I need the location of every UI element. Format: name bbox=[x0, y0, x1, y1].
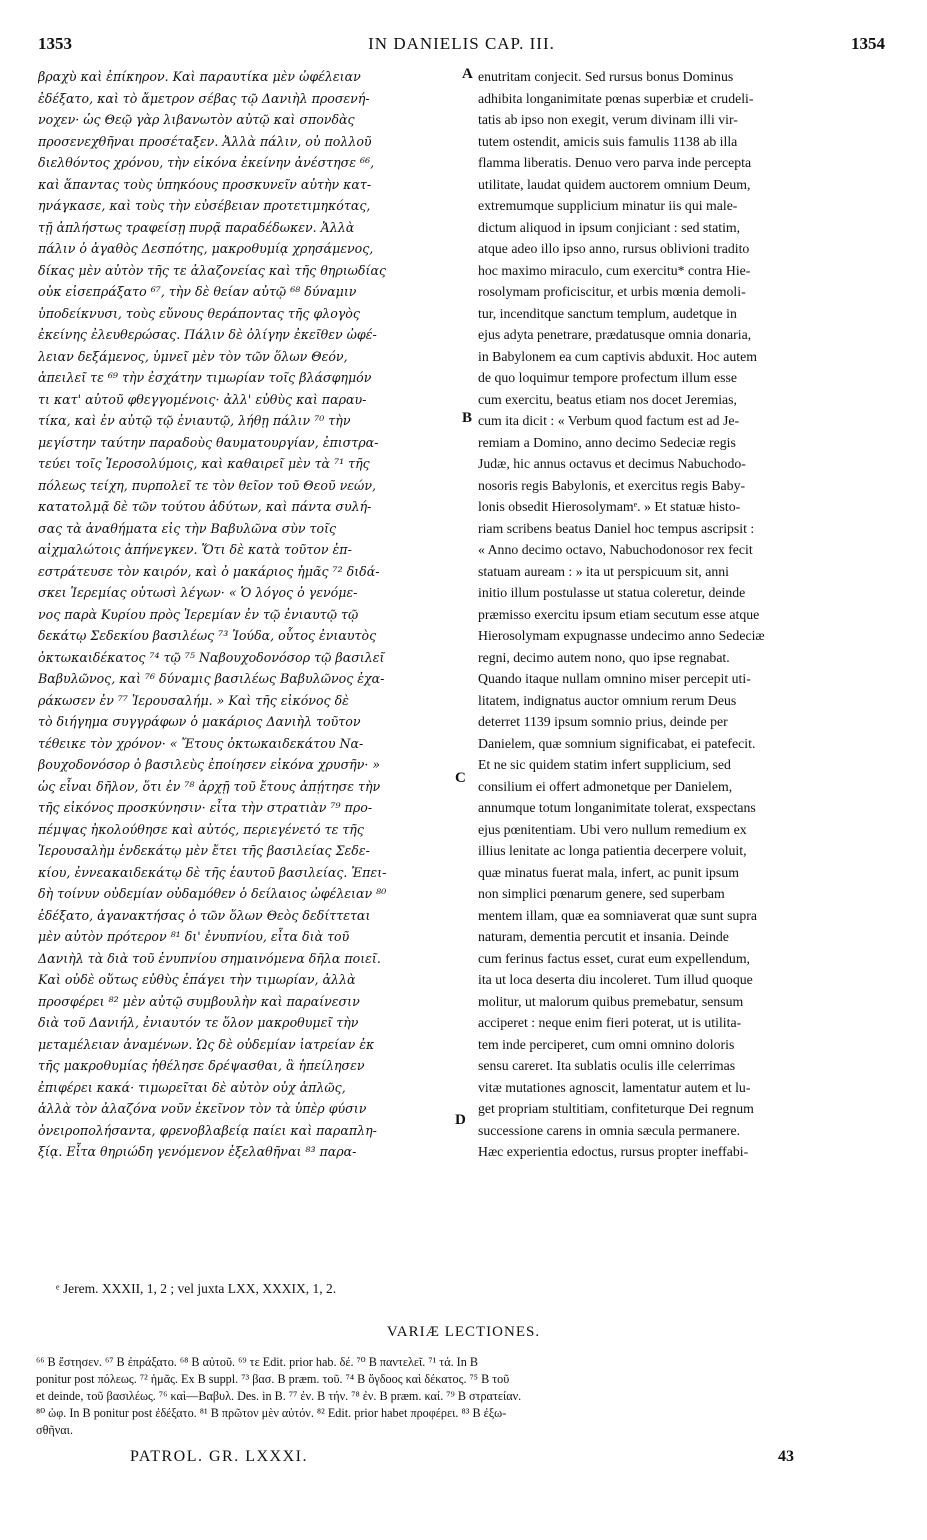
latin-text-line: consilium ei offert admonetque per Danielem, bbox=[478, 778, 733, 794]
greek-text-line: ὡς εἶναι δῆλον, ὅτι ἐν ⁷⁸ ἀρχῇ τοῦ ἔτους ἀπῄτησε τὴν bbox=[38, 778, 381, 794]
greek-text-line: μὲν αὐτὸν πρότερον ⁸¹ δι' ἐνυπνίου, εἶτα διὰ τοῦ bbox=[38, 929, 350, 944]
variae-lectiones-title: VARIÆ LECTIONES. bbox=[386, 1324, 541, 1340]
latin-text-line: utilitate, laudat quidem auctorem omnium Deum, bbox=[478, 176, 751, 192]
greek-text-line: σκει Ἱερεμίας οὑτωσὶ λέγων· « Ὁ λόγος ὁ γενόμε- bbox=[38, 585, 358, 600]
greek-text-line: δίκας μὲν αὐτὸν τῆς τε ἀλαζονείας καὶ τῆς θηριωδίας bbox=[38, 262, 387, 278]
latin-text-line: non simplici pœnarum genere, sed superbam bbox=[478, 886, 725, 901]
latin-text-line: Quando itaque nullam omnino miser percepit uti- bbox=[478, 671, 751, 686]
greek-text-line: σας τὰ ἀναθήματα εἰς τὴν Βαβυλῶνα σὺν τοῖς bbox=[38, 520, 337, 536]
greek-text-line: τίκα, καὶ ἐν αὐτῷ τῷ ἐνιαυτῷ, λήθῃ πάλιν ⁷⁰ τὴν bbox=[38, 413, 351, 428]
latin-text-line: tutem ostendit, amicis suis famulis 1138 ab illa bbox=[478, 133, 738, 149]
greek-text-line: κίου, ἐννεακαιδεκάτῳ δὲ τῆς ἑαυτοῦ βασιλείας. Ἐπει- bbox=[38, 864, 387, 880]
greek-text-line: καὶ ἅπαντας τοὺς ὑπηκόους προσκυνεῖν αὐτὴν κατ- bbox=[38, 176, 372, 192]
greek-text-line: διὰ τοῦ Δανιήλ, ἐνιαυτόν τε ὅλον μακροθυμεῖ τὴν bbox=[38, 1015, 359, 1030]
greek-text-line: ὀκτωκαιδέκατος ⁷⁴ τῷ ⁷⁵ Ναβουχοδονόσορ τῷ βασιλεῖ bbox=[38, 649, 385, 665]
variant-reading-line: ponitur post πόλεως. ⁷² ἡμᾶς. Ex B suppl. ⁷³ βασ. B præm. τοῦ. ⁷⁴ B ὄγδοος καὶ δέκατος. ⁷⁵ B τοῦ bbox=[36, 1372, 510, 1386]
latin-text-line: ejus pœnitentiam. Ubi vero nullum remedium ex bbox=[478, 821, 747, 837]
greek-text-line: ἐπιφέρει κακά· τιμωρεῖται δὲ αὐτὸν οὐχ ἁπλῶς, bbox=[38, 1079, 346, 1095]
latin-text-line: riam scribens beatus Daniel hoc tempus ascripsit : bbox=[478, 520, 755, 536]
greek-text-line: αἰχμαλώτοις ἀπήνεγκεν. Ὅτι δὲ κατὰ τοῦτον ἐπ- bbox=[38, 542, 352, 557]
greek-text-line: νος παρὰ Κυρίου πρὸς Ἱερεμίαν ἐν τῷ ἐνιαυτῷ τῷ bbox=[38, 606, 359, 622]
greek-text-line: οὐκ εἰσεπράξατο ⁶⁷, τὴν δὲ θείαν αὐτῷ ⁶⁸ δύναμιν bbox=[38, 284, 357, 299]
latin-text-line: molitur, ut malorum quibus premebatur, sensum bbox=[478, 993, 744, 1009]
greek-text-line: Ἱερουσαλὴμ ἑνδεκάτῳ μὲν ἔτει τῆς βασιλείας Σεδε- bbox=[38, 843, 370, 858]
latin-text-line: adhibita longanimitate pœnas superbiæ et crudeli- bbox=[478, 90, 754, 106]
greek-text-line: ὀνειροπολήσαντα, φρενοβλαβείᾳ παίει καὶ παραπλη- bbox=[38, 1122, 377, 1138]
variant-reading-line: et deinde, τοῦ βασιλέως. ⁷⁶ καὶ—Βαβυλ. Des. in B. ⁷⁷ ἐν. B τήν. ⁷⁸ ἐν. B præm. καί. ⁷⁹ B στρατείαν. bbox=[36, 1389, 522, 1403]
greek-text-line: πάλιν ὁ ἀγαθὸς Δεσπότης, μακροθυμίᾳ χρησάμενος, bbox=[38, 241, 374, 256]
variae-lectiones bbox=[36, 1354, 896, 1439]
latin-text-line: ita ut loca deserta diu incoleret. Tum illud quoque bbox=[478, 972, 753, 987]
latin-text-line: enutritam conjecit. Sed rursus bonus Dominus bbox=[478, 69, 734, 84]
right-page-number: 1354 bbox=[851, 34, 885, 53]
latin-text-line: cum exercitu, beatus etiam nos docet Jeremias, bbox=[478, 391, 737, 407]
greek-text-line: ἐδέξατο, καὶ τὸ ἄμετρον σέβας τῷ Δανιὴλ προσενή- bbox=[38, 90, 370, 106]
latin-column bbox=[478, 66, 890, 1163]
latin-text-line: get propriam stultitiam, confiteturque Dei regnum bbox=[478, 1101, 754, 1116]
greek-text-line: τῆς μακροθυμίας ἠθέλησε δρέψασθαι, ἃ ἠπείλησεν bbox=[38, 1058, 365, 1073]
greek-text-line: προσενεχθῆναι προσέταξεν. Ἀλλὰ πάλιν, οὐ πολλοῦ bbox=[38, 133, 372, 149]
greek-text-line: ἀπειλεῖ τε ⁶⁹ τὴν ἐσχάτην τιμωρίαν τοῖς βλάσφημόν bbox=[38, 370, 372, 385]
latin-text-line: Hierosolymam expugnasse undecimo anno Sedeciæ bbox=[478, 628, 765, 643]
latin-text-line: extremumque supplicium minatur iis qui male- bbox=[478, 198, 738, 213]
greek-text-line: τεύει τοῖς Ἱεροσολύμοις, καὶ καθαιρεῖ μὲν τὰ ⁷¹ τῆς bbox=[38, 456, 370, 471]
greek-text-line: ὑποδείκνυσι, τοὺς εὔνους θεράποντας τῆς φλογὸς bbox=[38, 305, 360, 321]
latin-text-line: flamma liberatis. Denuo vero parva inde percepta bbox=[478, 155, 752, 170]
greek-text-line: ηνάγκασε, καὶ τοὺς τὴν εὐσέβειαν προτετιμηκότας, bbox=[38, 198, 371, 213]
latin-text-line: dictum aliquod in ipsum conjiciant : sed statim, bbox=[478, 219, 741, 235]
patrol-series-label: PATROL. GR. LXXXI. bbox=[130, 1448, 308, 1465]
greek-text-line: τὸ διήγημα συγγράφων ὁ μακάριος Δανιὴλ τοῦτον bbox=[38, 714, 361, 729]
latin-text-line: initio illum postulasse ut statua coleretur, deinde bbox=[478, 585, 746, 600]
latin-text-line: tur, incenditque sanctum templum, audetque in bbox=[478, 305, 737, 321]
margin-letter-c: C bbox=[455, 770, 466, 786]
sheet-number: 43 bbox=[778, 1448, 794, 1465]
latin-text-line: deterret 1139 ipsum somnio prius, deinde per bbox=[478, 714, 728, 729]
variant-reading-line: ⁸⁰ ὠφ. In B ponitur post ἐδέξατο. ⁸¹ B πρῶτον μὲν αὐτόν. ⁸² Edit. prior habet προφέρει. ⁸³ B ἐξω- bbox=[36, 1406, 507, 1420]
greek-text-line: Καὶ οὐδὲ οὕτως εὐθὺς ἐπάγει τὴν τιμωρίαν, ἀλλὰ bbox=[38, 972, 356, 987]
running-title: IN DANIELIS CAP. III. bbox=[368, 34, 555, 53]
latin-text-line: naturam, dementia percutit et insania. Deinde bbox=[478, 929, 729, 944]
latin-text-line: Et ne sic quidem statim infert supplicium, sed bbox=[478, 757, 731, 772]
latin-text-line: Hæc experientia edoctus, rursus propter ineffabi- bbox=[478, 1144, 749, 1159]
greek-text-line: πόλεως τείχη, πυρπολεῖ τε τὸν θεῖον τοῦ Θεοῦ νεών, bbox=[38, 477, 376, 493]
left-page-number: 1353 bbox=[38, 34, 72, 53]
margin-letter-a: A bbox=[462, 66, 473, 82]
greek-text-line: μεταμέλειαν ἀναμένων. Ὡς δὲ οὐδεμίαν ἰατρείαν ἐκ bbox=[38, 1036, 375, 1052]
latin-text-line: tatis ab ipso non exegit, verum divinam illi vir- bbox=[478, 112, 738, 127]
latin-text-line: quæ minatus fuerat mala, infert, ac punit ipsum bbox=[478, 864, 739, 880]
latin-text-line: præmisso exercitu ipsum etiam secutum esse atque bbox=[478, 606, 760, 622]
margin-letter-b: B bbox=[462, 410, 473, 426]
latin-text-line: hoc maximo miraculo, cum exercitu* contra Hie- bbox=[478, 262, 751, 278]
latin-text-line: tem inde perciperet, cum omni omnino doloris bbox=[478, 1036, 735, 1052]
greek-text-line: ράκωσεν ἐν ⁷⁷ Ἱερουσαλήμ. » Καὶ τῆς εἰκόνος δὲ bbox=[38, 692, 349, 708]
greek-text-line: τι κατ' αὐτοῦ φθεγγομένοις· ἀλλ' εὐθὺς καὶ παραυ- bbox=[38, 391, 367, 407]
margin-letter-d: D bbox=[455, 1112, 466, 1128]
greek-text-line: βουχοδονόσορ ὁ βασιλεὺς ἐποίησεν εἰκόνα χρυσῆν· » bbox=[38, 757, 381, 772]
latin-text-line: cum ferinus factus esset, curat eum expellendum, bbox=[478, 950, 751, 966]
latin-text-line: successione carens in omnia sæcula permanere. bbox=[478, 1122, 741, 1138]
latin-text-line: illius lenitate ac longa patientia decerpere voluit, bbox=[478, 843, 747, 858]
greek-text-line: ἐδέξατο, ἀγανακτήσας ὁ τῶν ὅλων Θεὸς δεδίττεται bbox=[38, 907, 371, 923]
latin-text-line: remiam a Domino, anno decimo Sedeciæ regis bbox=[478, 434, 736, 450]
greek-text-line: ἀλλὰ τὸν ἀλαζόνα νοῦν ἐκεῖνον τὸν τὰ ὑπὲρ φύσιν bbox=[38, 1101, 367, 1116]
latin-text-line: regni, decimo autem nono, quo ipse regnabat. bbox=[478, 649, 730, 665]
footnote: ᵉ Jerem. XXXII, 1, 2 ; vel juxta LXX, XXXIX, 1, 2. bbox=[56, 1281, 337, 1296]
latin-text-line: rosolymam proficiscitur, et urbis mœnia demoli- bbox=[478, 284, 746, 299]
greek-text-line: Βαβυλῶνος, καὶ ⁷⁶ δύναμις βασιλέως Βαβυλῶνος ἐχα- bbox=[38, 671, 385, 686]
latin-text-line: ejus adyta penetrare, prædatusque omnia donaria, bbox=[478, 327, 752, 342]
greek-text-line: διελθόντος χρόνου, τὴν εἰκόνα ἐκείνην ἀνέστησε ⁶⁶, bbox=[38, 155, 375, 170]
greek-text-line: τῇ ἀπλήστως τραφείσῃ πυρᾷ παραδέδωκεν. Ἀλλὰ bbox=[38, 219, 355, 235]
greek-text-line: κατατολμᾷ δὲ τῶν τούτου ἀδύτων, καὶ πάντα συλή- bbox=[38, 499, 372, 514]
greek-text-line: τέθεικε τὸν χρόνον· « Ἔτους ὀκτωκαιδεκάτου Να- bbox=[38, 735, 364, 751]
greek-column bbox=[38, 66, 458, 1163]
page-header bbox=[38, 34, 885, 60]
latin-text-line: atque adeo illo ipso anno, rursus oblivioni tradito bbox=[478, 241, 750, 256]
latin-text-line: cum ita dicit : « Verbum quod factum est ad Je- bbox=[478, 413, 740, 428]
greek-text-line: προσφέρει ⁸² μὲν αὐτῷ συμβουλὴν καὶ παραίνεσιν bbox=[38, 993, 360, 1009]
greek-text-line: ξίᾳ. Εἶτα θηριώδη γενόμενον ἐξελαθῆναι ⁸³ παρα- bbox=[38, 1144, 357, 1159]
latin-text-line: Judæ, hic annus octavus et decimus Nabuchodo- bbox=[478, 456, 746, 471]
greek-text-line: μεγίστην ταύτην παραδοὺς θαυματουργίαν, ἐπιστρα- bbox=[38, 434, 379, 450]
latin-text-line: in Babylonem ea cum captivis abduxit. Hoc autem bbox=[478, 348, 757, 364]
greek-text-line: νοχεν· ὡς Θεῷ γὰρ λιβανωτὸν αὐτῷ καὶ σπονδὰς bbox=[38, 112, 355, 127]
variant-reading-line: ⁶⁶ B ἔστησεν. ⁶⁷ B ἐπράξατο. ⁶⁸ B αὐτοῦ. ⁶⁹ τε Edit. prior hab. δέ. ⁷⁰ B παντελεῖ. ⁷¹ τά. In B bbox=[36, 1355, 479, 1369]
latin-text-line: nosoris regis Babylonis, et exercitus regis Baby- bbox=[478, 477, 746, 493]
latin-text-line: Danielem, quæ somnium significabat, ei patefecit. bbox=[478, 735, 756, 751]
greek-text-line: ἐκείνης ἐλευθερώσας. Πάλιν δὲ ὀλίγην ἐκεῖθεν ὠφέ- bbox=[38, 327, 377, 342]
latin-text-line: annumque totum longanimitate tolerat, exspectans bbox=[478, 800, 756, 815]
greek-text-line: λειαν δεξάμενος, ὑμνεῖ μὲν τὸν τῶν ὅλων Θεόν, bbox=[38, 348, 348, 364]
greek-text-line: πέμψας ἠκολούθησε καὶ αὐτός, περιεγένετό τε τῆς bbox=[38, 821, 364, 837]
latin-text-line: sensu careret. Ita sublatis oculis ille celerrimas bbox=[478, 1058, 736, 1073]
greek-text-line: δὴ τοίνυν οὐδεμίαν οὐδαμόθεν ὁ δείλαιος ὠφέλειαν ⁸⁰ bbox=[38, 886, 387, 901]
latin-text-line: litatem, indignatus auctor omnium rerum Deus bbox=[478, 692, 737, 708]
latin-text-line: vitæ mutationes agnoscit, lamentatur autem et lu- bbox=[478, 1079, 751, 1095]
variant-reading-line: σθῆναι. bbox=[36, 1423, 74, 1437]
greek-text-line: τῆς εἰκόνος προσκύνησιν· εἶτα τὴν στρατιὰν ⁷⁹ προ- bbox=[38, 800, 373, 815]
greek-text-line: δεκάτῳ Σεδεκίου βασιλέως ⁷³ Ἰούδα, οὗτος ἐνιαυτὸς bbox=[38, 628, 377, 643]
latin-text-line: de quo loquimur tempore profectum illum esse bbox=[478, 370, 738, 385]
latin-text-line: « Anno decimo octavo, Nabuchodonosor rex fecit bbox=[478, 542, 753, 557]
latin-text-line: acciperet : neque enim fieri poterat, ut is utilita- bbox=[478, 1015, 742, 1030]
latin-text-line: mentem illam, quæ ea somniaverat quæ sunt supra bbox=[478, 907, 757, 923]
latin-text-line: lonis obsedit Hierosolymamᵉ. » Et statuæ histo- bbox=[478, 499, 741, 514]
greek-text-line: εστράτευσε τὸν καιρόν, καὶ ὁ μακάριος ἡμᾶς ⁷² διδά- bbox=[38, 563, 380, 579]
greek-text-line: Δανιὴλ τὰ διὰ τοῦ ἐνυπνίου σημαινόμενα δῆλα ποιεῖ. bbox=[38, 950, 381, 966]
greek-text-line: βραχὺ καὶ ἐπίκηρον. Καὶ παραυτίκα μὲν ὠφέλειαν bbox=[38, 69, 361, 84]
latin-text-line: statuam auream : » ita ut perspicuum sit, anni bbox=[478, 563, 729, 579]
